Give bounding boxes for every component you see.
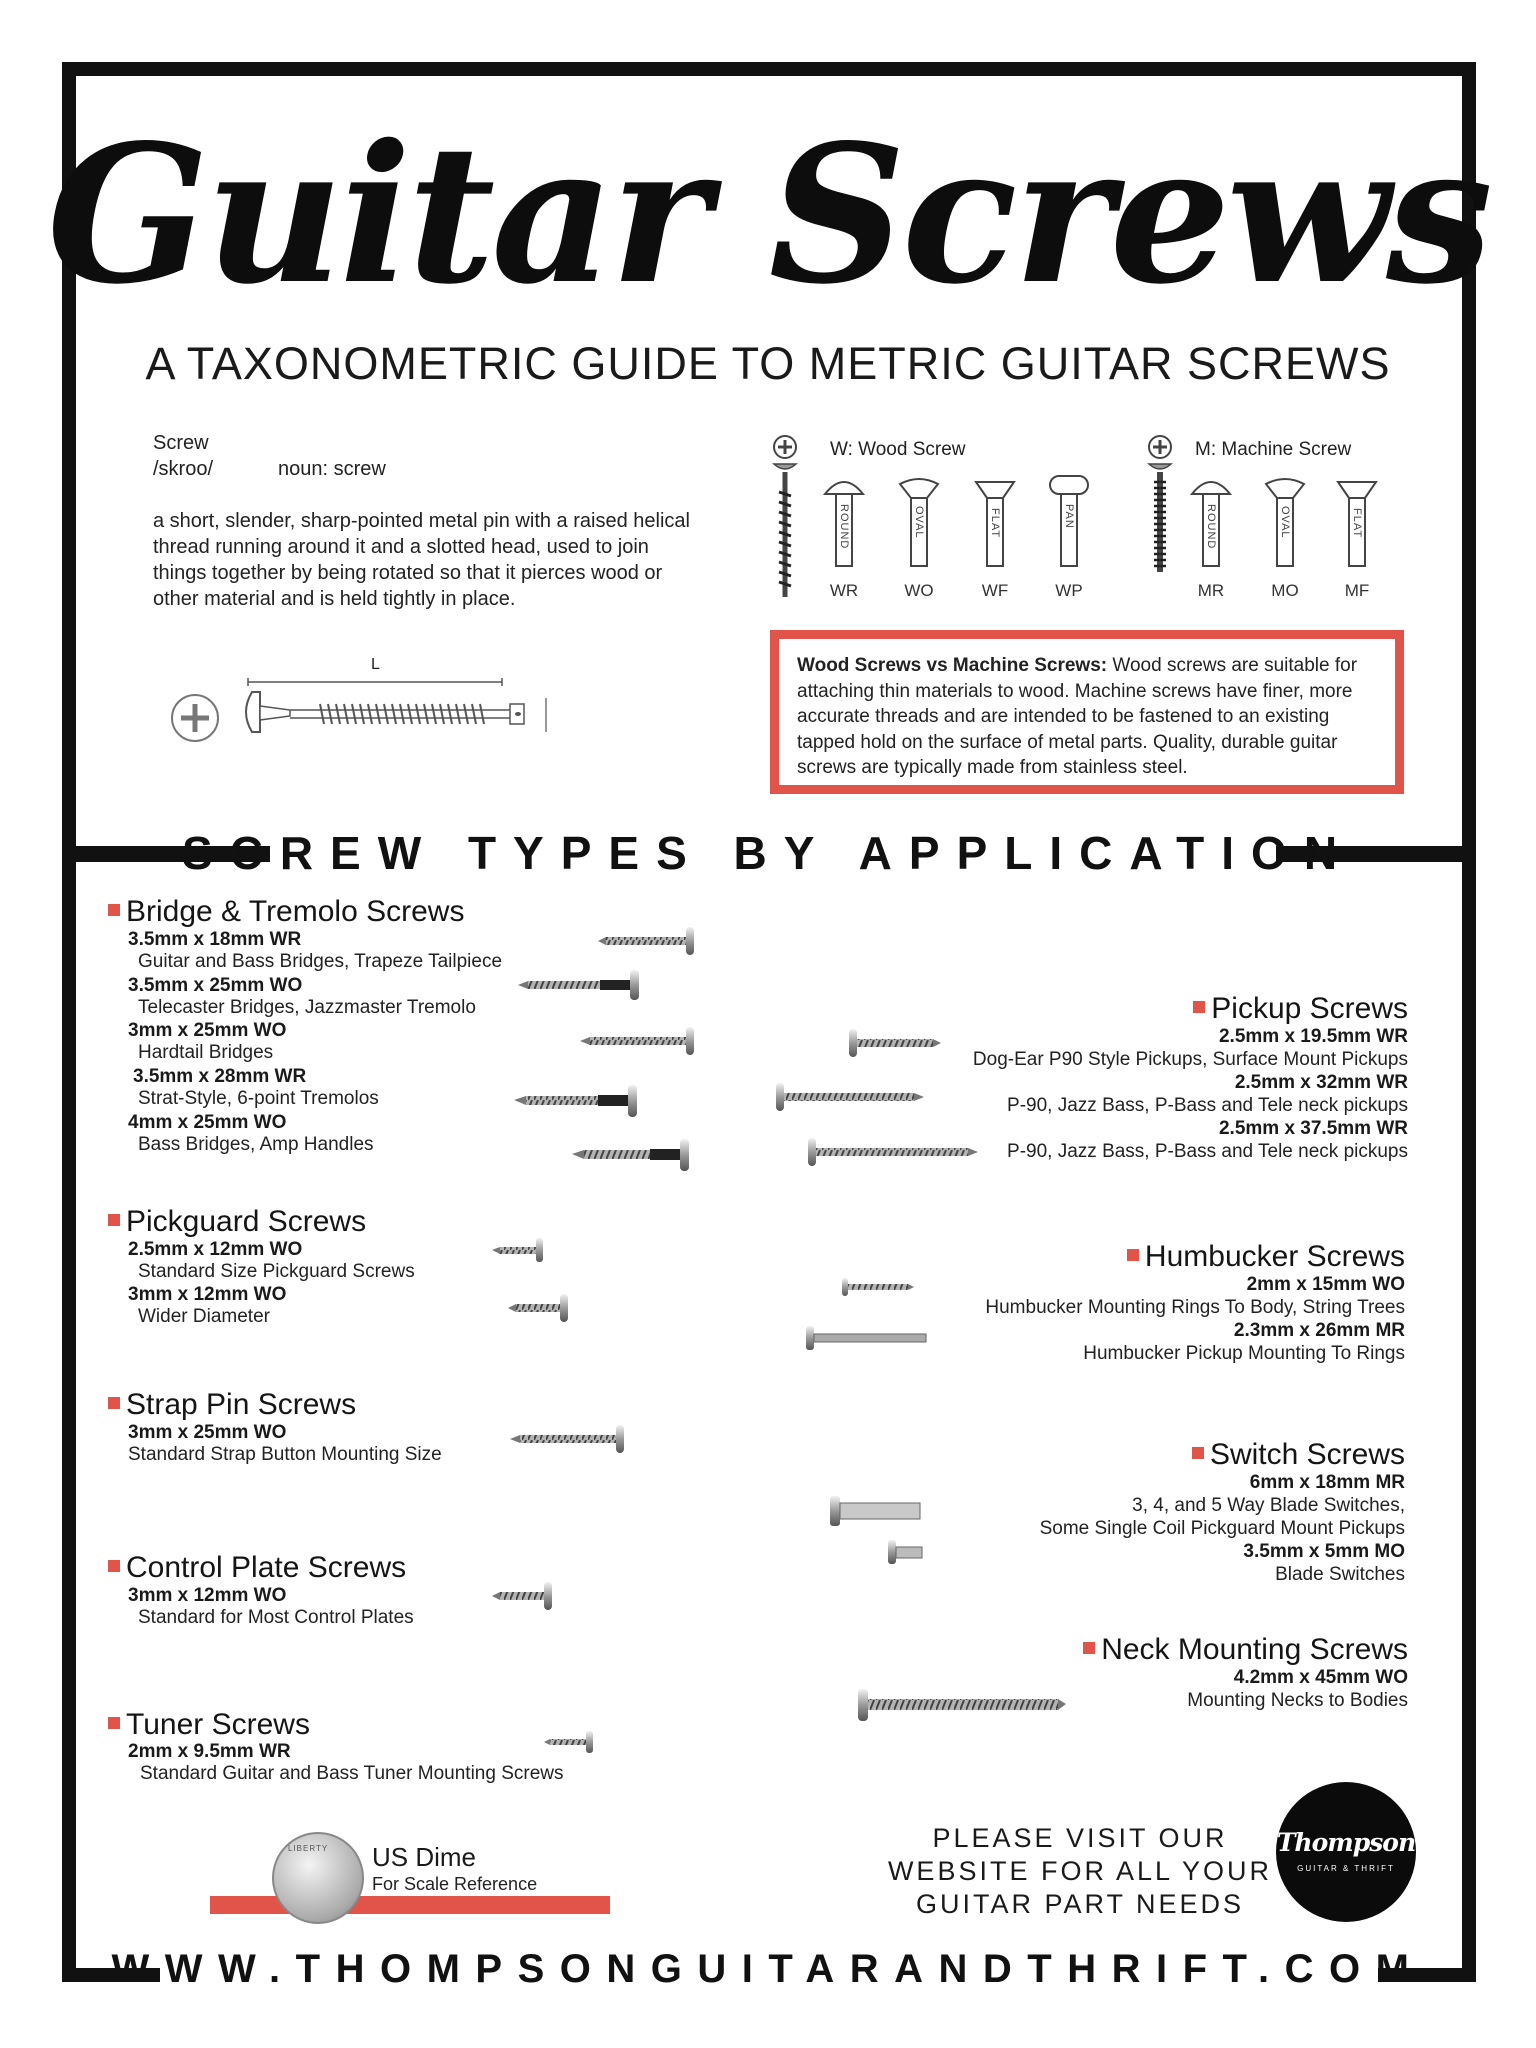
head-shape-label: OVAL: [1279, 506, 1291, 539]
use-label: Bass Bridges, Amp Handles: [138, 1134, 374, 1155]
head-code-label: WR: [829, 581, 859, 600]
use-label: Standard for Most Control Plates: [138, 1607, 414, 1628]
head-shape-label: FLAT: [1351, 508, 1363, 539]
spec-label: 2.5mm x 12mm WO: [128, 1239, 303, 1260]
screw-image: [598, 927, 694, 955]
screw-image: [808, 1138, 978, 1166]
definition-pronunciation: /skroo/: [153, 458, 214, 480]
screw-image: [776, 1083, 924, 1111]
logo-subtitle: GUITAR & THRIFT: [1297, 1864, 1395, 1873]
screw-image: [492, 1238, 543, 1262]
section-heading-label: Strap Pin Screws: [126, 1388, 357, 1421]
spec-label: 3.5mm x 25mm WO: [128, 975, 303, 996]
use-label: Standard Size Pickguard Screws: [138, 1261, 415, 1282]
coin-text: LIBERTY: [288, 1844, 329, 1853]
screw-image: [544, 1731, 593, 1753]
head-code-label: MF: [1344, 581, 1370, 600]
head-code-label: WP: [1055, 581, 1083, 600]
use-label: Humbucker Mounting Rings To Body, String Trees: [985, 1297, 1405, 1318]
screw-image: [508, 1294, 568, 1322]
info-box-text: Wood screws are suitable for attaching thin materials to wood. Machine screws have finer, more accurate threads and are intended to be fastened to an existing tapped hold on the surface of metal parts. Quality, durable guitar screws are typically made from stainless steel.: [797, 655, 1358, 778]
dime-sublabel: For Scale Reference: [372, 1874, 538, 1894]
use-label: Blade Switches: [1275, 1564, 1405, 1585]
use-label: Some Single Coil Pickguard Mount Pickups: [1039, 1518, 1405, 1539]
use-label: Wider Diameter: [138, 1306, 270, 1327]
info-box-heading: Wood Screws vs Machine Screws:: [797, 655, 1108, 676]
visit-line: GUITAR PART NEEDS: [915, 1889, 1245, 1919]
screw-image: [842, 1278, 914, 1296]
us-dime-coin: [272, 1832, 364, 1924]
spec-label: 3mm x 12mm WO: [128, 1284, 287, 1305]
visit-line: WEBSITE FOR ALL YOUR: [887, 1856, 1273, 1886]
section-heading-label: Bridge & Tremolo Screws: [126, 895, 465, 928]
screw-image: [849, 1029, 941, 1057]
spec-label: 3mm x 12mm WO: [128, 1585, 287, 1606]
section-heading-label: Switch Screws: [1209, 1438, 1405, 1471]
head-code-label: WF: [981, 581, 1009, 600]
section-heading-label: Pickup Screws: [1211, 992, 1408, 1025]
visit-website-text: [880, 1822, 1280, 1921]
head-code-label: MO: [1271, 581, 1299, 600]
screw-image: [806, 1326, 926, 1350]
spec-label: 4mm x 25mm WO: [128, 1112, 287, 1133]
spec-label: 3mm x 25mm WO: [128, 1422, 287, 1443]
section-heading-label: Neck Mounting Screws: [1101, 1633, 1408, 1666]
spec-label: 2.3mm x 26mm MR: [1233, 1320, 1405, 1341]
screw-image: [518, 970, 639, 1000]
section-heading-label: Control Plate Screws: [126, 1551, 407, 1584]
section-heading-label: Humbucker Screws: [1144, 1240, 1405, 1273]
page-subtitle: A TAXONOMETRIC GUIDE TO METRIC GUITAR SCREWS: [145, 338, 1391, 389]
screw-image: [830, 1496, 920, 1526]
spec-label: 6mm x 18mm MR: [1249, 1472, 1405, 1493]
screw-image: [888, 1540, 922, 1564]
logo-name: Thompson: [1276, 1828, 1416, 1857]
machine-screw-title: M: Machine Screw: [1195, 439, 1352, 460]
head-shape-label: ROUND: [838, 504, 850, 550]
section-heading-label: Tuner Screws: [126, 1708, 310, 1741]
head-shape-label: PAN: [1063, 504, 1075, 529]
head-shape-label: FLAT: [989, 508, 1001, 539]
screw-image: [580, 1027, 694, 1055]
head-code-label: WO: [904, 581, 934, 600]
use-label: Hardtail Bridges: [138, 1042, 274, 1063]
section-heading-label: Pickguard Screws: [126, 1205, 367, 1238]
spec-label: 3.5mm x 5mm MO: [1243, 1541, 1405, 1562]
head-code-label: MR: [1197, 581, 1225, 600]
section-title: SCREW TYPES BY APPLICATION: [181, 827, 1355, 879]
use-label: P-90, Jazz Bass, P-Bass and Tele neck pickups: [1007, 1141, 1408, 1162]
visit-line: PLEASE VISIT OUR: [932, 1823, 1228, 1853]
head-shape-label: OVAL: [913, 506, 925, 539]
screw-image: [492, 1582, 552, 1610]
page-title: Guitar Screws: [46, 103, 1490, 326]
wood-screw-title: W: Wood Screw: [830, 439, 966, 460]
use-label: P-90, Jazz Bass, P-Bass and Tele neck pickups: [1007, 1095, 1408, 1116]
screw-image: [572, 1139, 689, 1171]
spec-label: 2.5mm x 37.5mm WR: [1218, 1118, 1408, 1139]
use-label: 3, 4, and 5 Way Blade Switches,: [1132, 1495, 1405, 1516]
head-shape-label: ROUND: [1205, 504, 1217, 550]
screw-image: [514, 1085, 637, 1117]
definition-word: Screw: [153, 432, 209, 454]
spec-label: 3.5mm x 28mm WR: [133, 1066, 307, 1087]
use-label: Telecaster Bridges, Jazzmaster Tremolo: [138, 997, 476, 1018]
spec-label: 2.5mm x 32mm WR: [1234, 1072, 1408, 1093]
spec-label: 2mm x 15mm WO: [1246, 1274, 1405, 1295]
screw-image: [510, 1425, 624, 1453]
dime-label: US Dime: [372, 1842, 477, 1872]
screw-image: [858, 1689, 1066, 1721]
spec-label: 2mm x 9.5mm WR: [128, 1741, 291, 1762]
use-label: Humbucker Pickup Mounting To Rings: [1083, 1343, 1405, 1364]
spec-label: 4.2mm x 45mm WO: [1233, 1667, 1408, 1688]
use-label: Mounting Necks to Bodies: [1187, 1690, 1408, 1711]
spec-label: 3.5mm x 18mm WR: [128, 929, 302, 950]
spec-label: 2.5mm x 19.5mm WR: [1218, 1026, 1408, 1047]
use-label: Guitar and Bass Bridges, Trapeze Tailpiece: [138, 951, 503, 972]
use-label: Standard Guitar and Bass Tuner Mounting Screws: [140, 1763, 564, 1784]
use-label: Dog-Ear P90 Style Pickups, Surface Mount Pickups: [972, 1049, 1408, 1070]
scale-reference-bar: [210, 1896, 610, 1914]
definition-text: a short, slender, sharp-pointed metal pin with a raised helical thread running around it and a slotted head, used to join things together by being rotated so that it pierces wood or other material and is held tightly in place.: [153, 510, 690, 610]
spec-label: 3mm x 25mm WO: [128, 1020, 287, 1041]
definition-part-of-speech: noun: screw: [278, 458, 386, 480]
use-label: Standard Strap Button Mounting Size: [128, 1444, 442, 1465]
length-label: L: [371, 656, 380, 673]
use-label: Strat-Style, 6-point Tremolos: [138, 1088, 379, 1109]
website-url-link[interactable]: WWW.THOMPSONGUITARANDTHRIFT.COM: [111, 1947, 1425, 1991]
thompson-logo[interactable]: [1276, 1782, 1416, 1922]
